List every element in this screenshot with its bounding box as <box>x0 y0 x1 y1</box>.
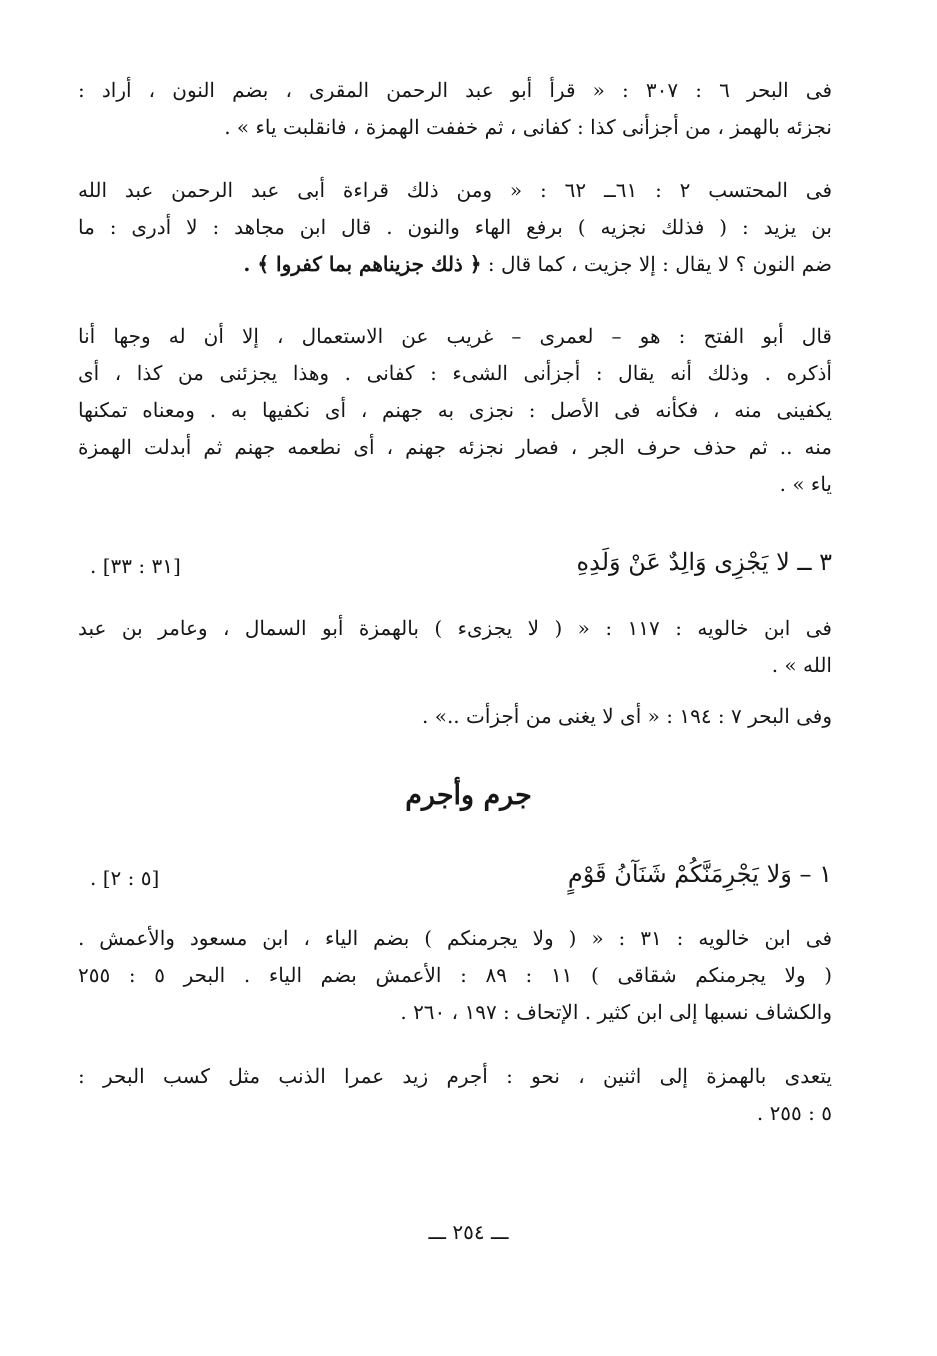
text-line: والكشاف نسبها إلى ابن كثير . الإتحاف : ١٩٧ ، ٢٦٠ . <box>400 1000 832 1024</box>
text-line: وفى البحر ٧ : ١٩٤ : « أى لا يغنى من أجزأت ..» . <box>422 704 832 728</box>
paragraph-transitivity <box>78 1058 832 1132</box>
verse-text: ٣ ــ لا يَجْزِى وَالِدٌ عَنْ وَلَدِهِ <box>576 548 832 576</box>
verse-reference: [٣١ : ٣٣] . <box>90 554 181 578</box>
verse-reference: [٥ : ٢] . <box>90 866 160 890</box>
text-line: يتعدى بالهمزة إلى اثنين ، نحو : أجرم زيد عمرا الذنب مثل كسب البحر : <box>78 1064 832 1088</box>
paragraph-bahr-7-194 <box>78 698 832 735</box>
text-line: ياء » . <box>779 472 832 496</box>
section-heading: جرم وأجرم <box>405 780 532 811</box>
quran-quote: ﴿ ذلك جزيناهم بما كفروا ﴾ . <box>243 252 482 276</box>
text-line: نجزئه بالهمز ، من أجزأنى كذا : كفانى ، ثم خففت الهمزة ، فانقلبت ياء » . <box>224 115 832 139</box>
text-line <box>78 246 832 283</box>
text-line: بن يزيد : ( فذلك نجزيه ) برفع الهاء والنون . قال ابن مجاهد : لا أدرى : ما <box>78 215 832 239</box>
paragraph-abu-al-fath <box>78 318 832 503</box>
text-line: منه .. ثم حذف حرف الجر ، فصار نجزئه جهنم ، أى نطعمه جهنم ثم أبدلت الهمزة <box>78 435 832 459</box>
text-line: ( ولا يجرمنكم شقاقى ) ١١ : ٨٩ : الأعمش بضم الياء . البحر ٥ : ٢٥٥ <box>78 963 833 987</box>
text-line: فى ابن خالويه : ٣١ : « ( ولا يجرمنكم ) بضم الياء ، ابن مسعود والأعمش . <box>78 926 833 950</box>
verse-text: ١ – وَلا يَجْرِمَنَّكُمْ شَنَآنُ قَوْمٍ <box>567 860 832 888</box>
text-line: قال أبو الفتح : هو – لعمرى – غريب عن الاستعمال ، إلا أن له وجها أنا <box>78 324 832 348</box>
text-line: ٥ : ٢٥٥ . <box>756 1101 832 1125</box>
paragraph-ibn-khalawayh-31 <box>78 920 832 1031</box>
verse-row-1 <box>90 548 832 588</box>
text-line: فى ابن خالويه : ١١٧ : « ( لا يجزىء ) بالهمزة أبو السمال ، وعامر بن عبد <box>78 616 832 640</box>
page-number: ـــ ٢٥٤ ـــ <box>428 1220 509 1244</box>
paragraph-ibn-khalawayh-117 <box>78 610 832 684</box>
text-line: الله » . <box>771 653 832 677</box>
verse-row-2 <box>90 860 832 900</box>
text-line: فى البحر ٦ : ٣٠٧ : « قرأ أبو عبد الرحمن المقرى ، بضم النون ، أراد : <box>78 78 833 102</box>
paragraph-muhtasab <box>78 172 832 283</box>
text-line: أذكره . وذلك أنه يقال : أجزأنى الشىء : كفانى . وهذا يجزئنى من كذا ، أى <box>78 361 832 385</box>
paragraph-bahr-6-307 <box>78 72 832 146</box>
text-span: ضم النون ؟ لا يقال : إلا جزيت ، كما قال : <box>487 252 832 276</box>
text-line: فى المحتسب ٢ : ٦١ــ ٦٢ : « ومن ذلك قراءة أبى عبد الرحمن عبد الله <box>78 178 833 202</box>
text-line: يكفينى منه ، فكأنه فى الأصل : نجزى به جهنم ، أى نكفيها به . ومعناه تمكنها <box>78 398 832 422</box>
